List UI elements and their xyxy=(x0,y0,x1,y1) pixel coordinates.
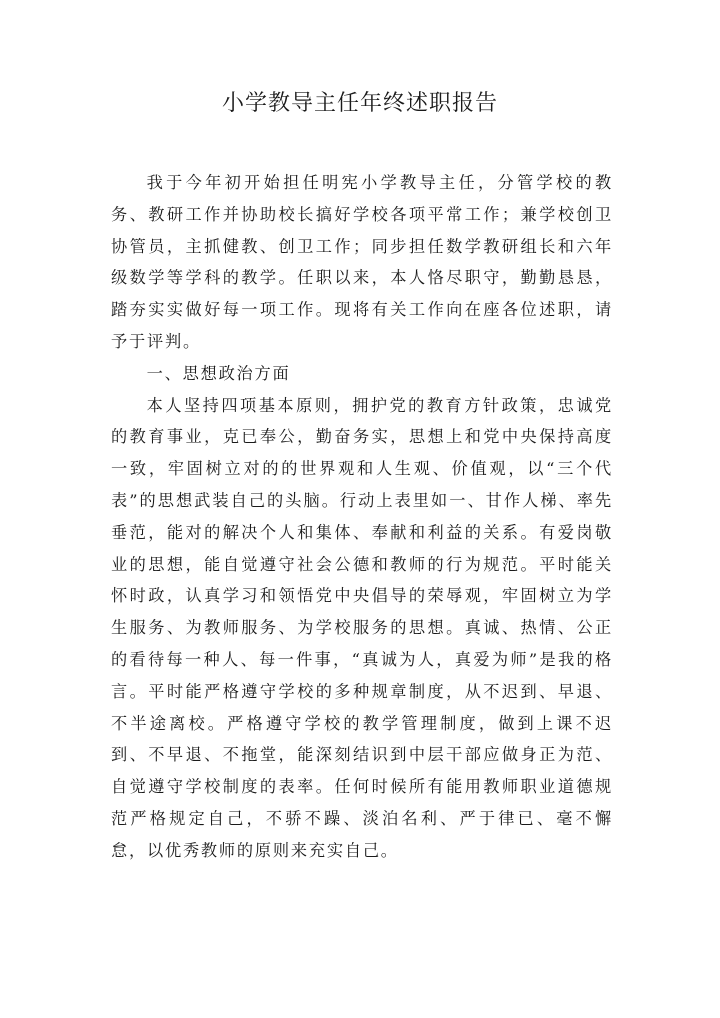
intro-paragraph: 我于今年初开始担任明宪小学教导主任，分管学校的教务、教研工作并协助校长搞好学校各项平常工作；兼学校创卫协管员，主抓健教、创卫工作；同步担任数学教研组长和六年级数学等学科的教学。任职以来，本人恪尽职守，勤勤恳恳，踏夯实实做好每一项工作。现将有关工作向在座各位述职，请予于评判。 xyxy=(111,173,613,351)
document-body xyxy=(111,167,613,867)
document-title: 小学教导主任年终述职报告 xyxy=(221,91,498,116)
section-heading: 一、思想政治方面 xyxy=(146,363,291,383)
body-paragraph: 本人坚持四项基本原则，拥护党的教育方针政策，忠诚党的教育事业，克已奉公，勤奋务实，思想上和党中央保持高度一致，牢固树立对的的世界观和人生观、价值观，以“三个代表”的思想武装自己的头脑。行动上表里如一、甘作人梯、率先垂范，能对的解决个人和集体、奉献和利益的关系。有爱岗敬业的思想，能自觉遵守社会公德和教师的行为规范。平时能关怀时政，认真学习和领悟党中央倡导的荣辱观，牢固树立为学生服务、为教师服务、为学校服务的思想。真诚、热情、公正的看待每一种人、每一件事，“真诚为人，真爱为师”是我的格言。平时能严格遵守学校的多种规章制度，从不迟到、早退、不半途离校。严格遵守学校的教学管理制度，做到上课不迟到、不早退、不拖堂，能深刻结识到中层干部应做身正为范、自觉遵守学校制度的表率。任何时候所有能用教师职业道德规范严格规定自己，不骄不躁、淡泊名利、严于律已、毫不懈怠，以优秀教师的原则来充实自己。 xyxy=(111,395,613,860)
